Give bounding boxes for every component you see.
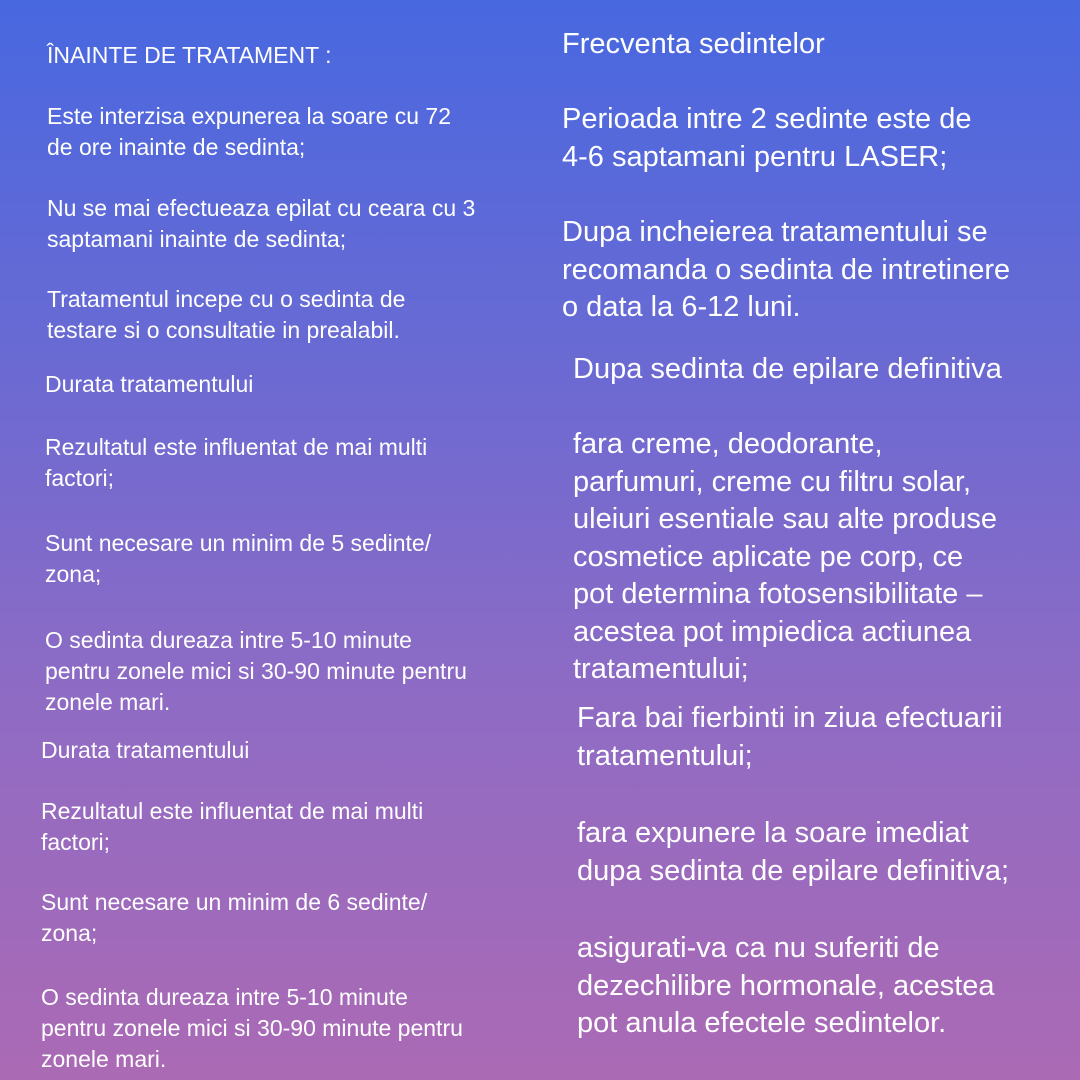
duration-item: Rezultatul este influentat de mai multi factori; (45, 434, 428, 491)
frequency-item: Perioada intre 2 sedinte este de 4-6 saptamani pentru LASER; (562, 103, 972, 173)
duration-section-title: Durata tratamentului (45, 371, 254, 397)
frequency-title: Frecventa sedintelor (562, 28, 825, 60)
before-treatment-item: Tratamentul incepe cu o sedinta de testare si o consultatie in prealabil. (47, 286, 406, 343)
duration-item: Sunt necesare un minim de 6 sedinte/ zona; (41, 889, 428, 946)
duration-item: Rezultatul este influentat de mai multi factori; (41, 798, 424, 855)
after-session-item: fara creme, deodorante, parfumuri, creme cu filtru solar, uleiuri esentiale sau alte produse cosmetice aplicate pe corp, ce pot determina fotosensibilitate – acestea pot impiedica actiunea tratamentului; (573, 428, 997, 685)
after-session-item: Fara bai fierbinti in ziua efectuarii tratamentului; (577, 702, 1003, 772)
duration-item: O sedinta dureaza intre 5-10 minute pentru zonele mici si 30-90 minute pentru zonele mari. (45, 627, 467, 715)
frequency-item: Dupa incheierea tratamentului se recomanda o sedinta de intretinere o data la 6-12 luni. (562, 216, 1011, 323)
duration-item: O sedinta dureaza intre 5-10 minute pentru zonele mici si 30-90 minute pentru zonele mari. (41, 984, 463, 1072)
duration-section-title: Durata tratamentului (41, 737, 250, 763)
after-session-item: fara expunere la soare imediat dupa sedinta de epilare definitiva; (577, 817, 1010, 887)
before-treatment-item: Este interzisa expunerea la soare cu 72 de ore inainte de sedinta; (47, 103, 452, 160)
after-session-item: asigurati-va ca nu suferiti de dezechilibre hormonale, acestea pot anula efectele sedintelor. (577, 932, 995, 1039)
after-session-title: Dupa sedinta de epilare definitiva (573, 353, 1002, 385)
before-treatment-title: ÎNAINTE DE TRATAMENT : (47, 42, 332, 68)
before-treatment-item: Nu se mai efectueaza epilat cu ceara cu 3 saptamani inainte de sedinta; (47, 195, 476, 252)
duration-item: Sunt necesare un minim de 5 sedinte/ zona; (45, 530, 432, 587)
